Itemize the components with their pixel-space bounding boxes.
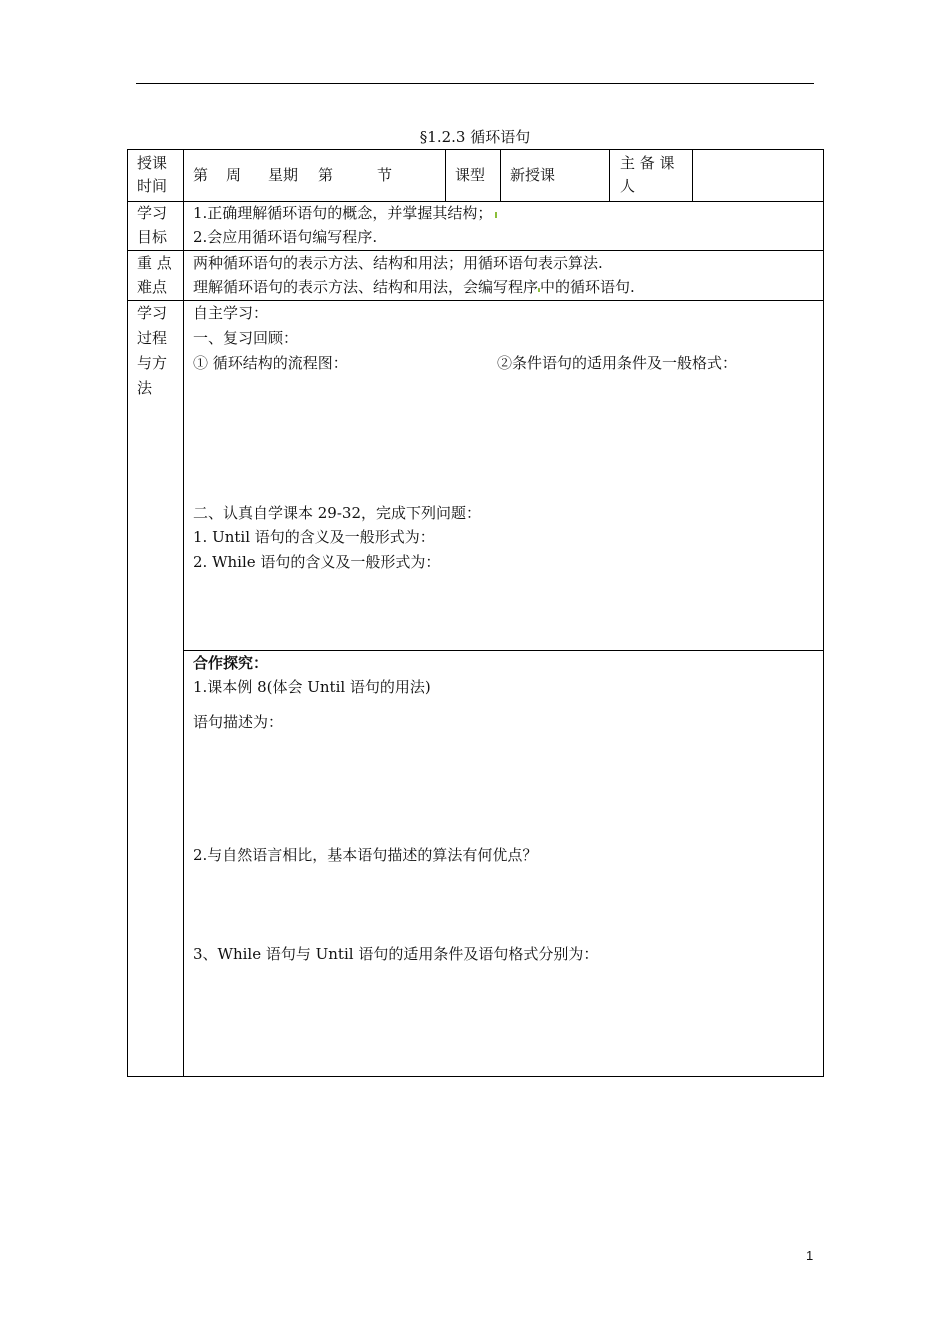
coop-heading: 合作探究： [193, 654, 269, 672]
process-label: 与方 [137, 354, 168, 372]
review-item-flowchart: ① 循环结构的流程图： [193, 354, 348, 372]
header-rule [136, 83, 814, 84]
question-while: 2. While 语句的含义及一般形式为： [193, 553, 441, 571]
week-prefix: 第 [193, 166, 209, 184]
table-border-left [127, 149, 128, 1077]
goal-item: 2.会应用循环语句编写程序. [193, 228, 378, 246]
schedule-label: 授课 [137, 154, 168, 172]
page-title: §1.2.3 循环语句 [419, 128, 531, 146]
goals-label: 学习 [137, 204, 168, 222]
process-label: 学习 [137, 304, 168, 322]
column-divider [500, 149, 501, 201]
review-heading: 一、复习回顾： [193, 329, 299, 347]
process-label: 法 [137, 379, 153, 397]
coop-example-1: 1.课本例 8(体会 Until 语句的用法) [193, 678, 431, 696]
page-number: 1 [806, 1248, 814, 1263]
review-item-conditional: ②条件语句的适用条件及一般格式： [497, 354, 738, 372]
textbook-task: 二、认真自学课本 29-32，完成下列问题： [193, 504, 482, 522]
column-divider [183, 149, 184, 1077]
key-points-label: 难点 [137, 278, 168, 296]
goal-item [193, 203, 497, 223]
period-prefix: 第 [318, 166, 334, 184]
process-label: 过程 [137, 329, 168, 347]
table-border-right [823, 149, 824, 1077]
question-until: 1. Until 语句的含义及一般形式为： [193, 528, 435, 546]
coop-question-2: 2.与自然语言相比，基本语句描述的算法有何优点？ [193, 846, 538, 864]
row-divider [127, 201, 824, 202]
key-point-text: 两种循环语句的表示方法、结构和用法；用循环语句表示算法. [193, 254, 603, 272]
row-divider [127, 250, 824, 251]
schedule-label: 时间 [137, 177, 168, 195]
difficulty-text-a: 理解循环语句的表示方法、结构和用法，会编写程序 [193, 278, 539, 296]
coop-question-3: 3、While 语句与 Until 语句的适用条件及语句格式分别为： [193, 945, 599, 963]
goal-text: 1.正确理解循环语句的概念，并掌握其结构； [193, 204, 493, 222]
section-divider [183, 650, 824, 651]
difficulty-text [193, 277, 635, 297]
period-suffix: 节 [377, 166, 393, 184]
lead-teacher-label: 主 备 课 [620, 154, 675, 172]
column-divider [609, 149, 610, 201]
self-study-heading: 自主学习： [193, 304, 269, 322]
table-border-bottom [127, 1076, 824, 1077]
edit-mark [495, 212, 497, 218]
week-suffix: 周 [226, 166, 242, 184]
lesson-type-label: 课型 [455, 166, 486, 184]
row-divider [127, 300, 824, 301]
goals-label: 目标 [137, 228, 168, 246]
difficulty-text-b: 中的循环语句. [540, 278, 635, 296]
column-divider [692, 149, 693, 201]
table-border-top [127, 149, 824, 150]
weekday-label: 星期 [268, 166, 299, 184]
column-divider [445, 149, 446, 201]
key-points-label: 重 点 [137, 254, 172, 272]
coop-example-1-desc: 语句描述为： [193, 713, 284, 731]
lesson-type-value: 新授课 [510, 166, 556, 184]
lead-teacher-label: 人 [620, 177, 636, 195]
